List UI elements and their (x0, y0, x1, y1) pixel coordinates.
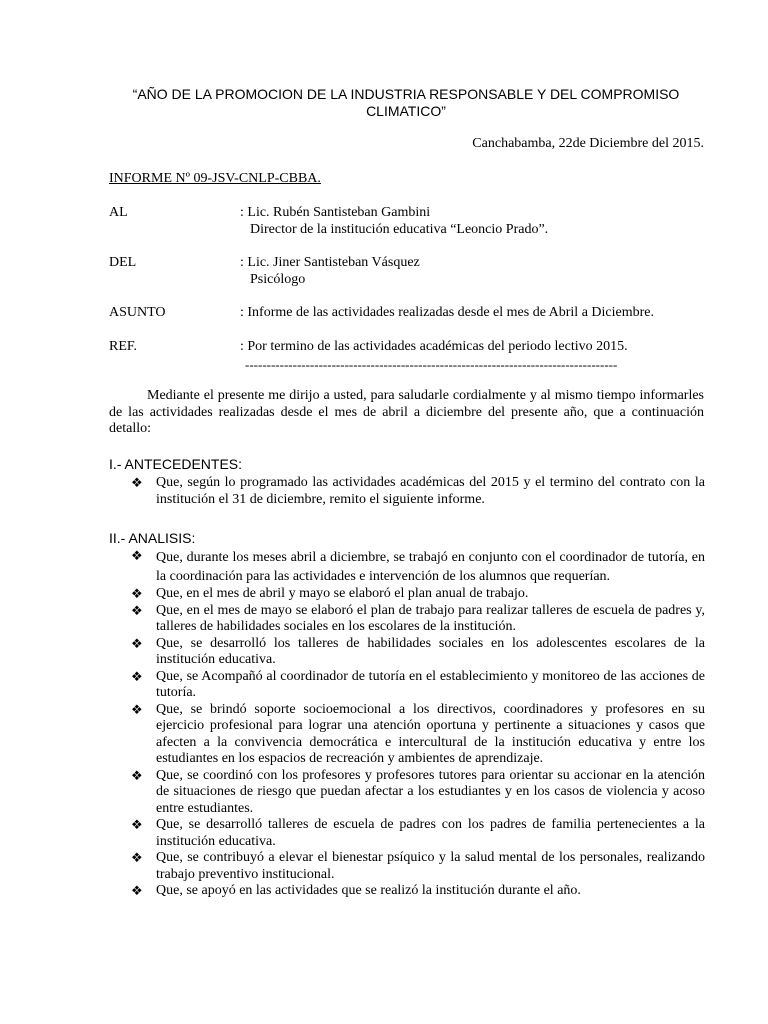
list-item-text: Que, en el mes de mayo se elaboró el plan de trabajo para realizar talleres de escuela de padres y, talleres de habilidades sociales en los escolares de la institución. (156, 602, 705, 634)
list-item-text: Que, en el mes de abril y mayo se elaboró el plan anual de trabajo. (156, 586, 529, 601)
list-item (131, 586, 705, 603)
list-item (131, 669, 705, 702)
field-al-line2: Director de la institución educativa “Leoncio Prado”. (250, 221, 549, 237)
list-item (131, 475, 705, 508)
field-del-line2: Psicólogo (250, 271, 306, 287)
diamond-bullet-icon: ❖ (131, 701, 143, 717)
field-del-label: DEL (109, 255, 137, 270)
diamond-bullet-icon: ❖ (131, 850, 143, 865)
list-item-text: Que, se apoyó en las actividades que se realizó la institución durante el año. (156, 883, 581, 898)
list-item-text: Que, se brindó soporte socioemocional a los directivos, coordinadores y profesores en su ejercicio profesional para lograr una atención oportuna y pertinente a situaciones y casos que afecten a la convivencia democrática e intercultural de la institución educativa y entre los estudiantes en los espacios de recreación y ambientes de aprendizaje. (156, 701, 705, 766)
list-item-text: Que, se Acompañó al coordinador de tutoría en el establecimiento y monitoreo de las acciones de tutoría. (156, 668, 705, 700)
diamond-bullet-icon: ❖ (131, 586, 143, 601)
analisis-list (131, 548, 705, 900)
section-heading-analisis: II.- ANALISIS: (109, 530, 196, 546)
list-item (131, 817, 705, 850)
field-asunto-value (240, 305, 710, 322)
field-del-line1: : Lic. Jiner Santisteban Vásquez (240, 255, 420, 270)
diamond-bullet-icon: ❖ (131, 883, 143, 898)
list-item-text: Que, se desarrolló talleres de escuela de padres con los padres de familia pertenecientes a la institución educativa. (156, 817, 705, 849)
motto-header: “AÑO DE LA PROMOCION DE LA INDUSTRIA RESPONSABLE Y DEL COMPROMISO CLIMATICO” (132, 86, 680, 119)
list-item-text: Que, según lo programado las actividades académicas del 2015 y el termino del contrato con la institución el 31 de diciembre, remito el siguiente informe. (156, 475, 705, 507)
intro-paragraph: Mediante el presente me dirijo a usted, para saludarle cordialmente y al mismo tiempo informarles de las actividades realizadas desde el mes de abril a diciembre del presente año, que a continuación detallo: (109, 388, 704, 436)
list-item (131, 702, 705, 768)
field-ref-line1: : Por termino de las actividades académicas del periodo lectivo 2015. (240, 339, 628, 354)
list-item (131, 548, 705, 586)
list-item-text: Que, se desarrolló los talleres de habilidades sociales en los adolescentes escolares de la institución educativa. (156, 635, 705, 667)
list-item (131, 603, 705, 636)
separator-line: -------------------------------------------------------------------------------------- (245, 357, 618, 372)
list-item (131, 636, 705, 669)
diamond-bullet-icon: ❖ (131, 475, 143, 490)
list-item (131, 883, 705, 900)
list-item-text: Que, se coordinó con los profesores y profesores tutores para orientar su accionar en la atención de situaciones de riesgo que puedan afectar a los estudiantes y en los casos de violencia y acoso entre estudiantes. (156, 767, 705, 816)
list-item (131, 850, 705, 883)
diamond-bullet-icon: ❖ (131, 668, 143, 684)
diamond-bullet-icon: ❖ (131, 635, 143, 651)
dateline: Canchabamba, 22de Diciembre del 2015. (472, 136, 704, 151)
field-al-value (240, 205, 710, 238)
antecedentes-list (131, 475, 705, 508)
diamond-bullet-icon: ❖ (131, 767, 143, 783)
list-item-text: Que, se contribuyó a elevar el bienestar psíquico y la salud mental de los personales, realizando trabajo preventivo institucional. (156, 850, 705, 882)
list-item-text: Que, durante los meses abril a diciembre, se trabajó en conjunto con el coordinador de tutoría, en la coordinación para las actividades e intervención de los alumnos que requerían. (156, 550, 705, 584)
list-item (131, 768, 705, 818)
report-number: INFORME Nº 09-JSV-CNLP-CBBA. (109, 171, 321, 186)
section-heading-antecedentes: I.- ANTECEDENTES: (109, 456, 243, 472)
field-ref-value (240, 339, 710, 356)
diamond-bullet-icon: ❖ (131, 548, 143, 563)
field-ref-label: REF. (109, 339, 138, 354)
diamond-bullet-icon: ❖ (131, 602, 143, 618)
field-asunto-label: ASUNTO (109, 305, 166, 320)
field-al-label: AL (109, 205, 128, 220)
diamond-bullet-icon: ❖ (131, 817, 143, 832)
field-al-line1: : Lic. Rubén Santisteban Gambini (240, 205, 431, 220)
field-del-value (240, 255, 710, 288)
field-asunto-line1: : Informe de las actividades realizadas desde el mes de Abril a Diciembre. (240, 305, 654, 320)
